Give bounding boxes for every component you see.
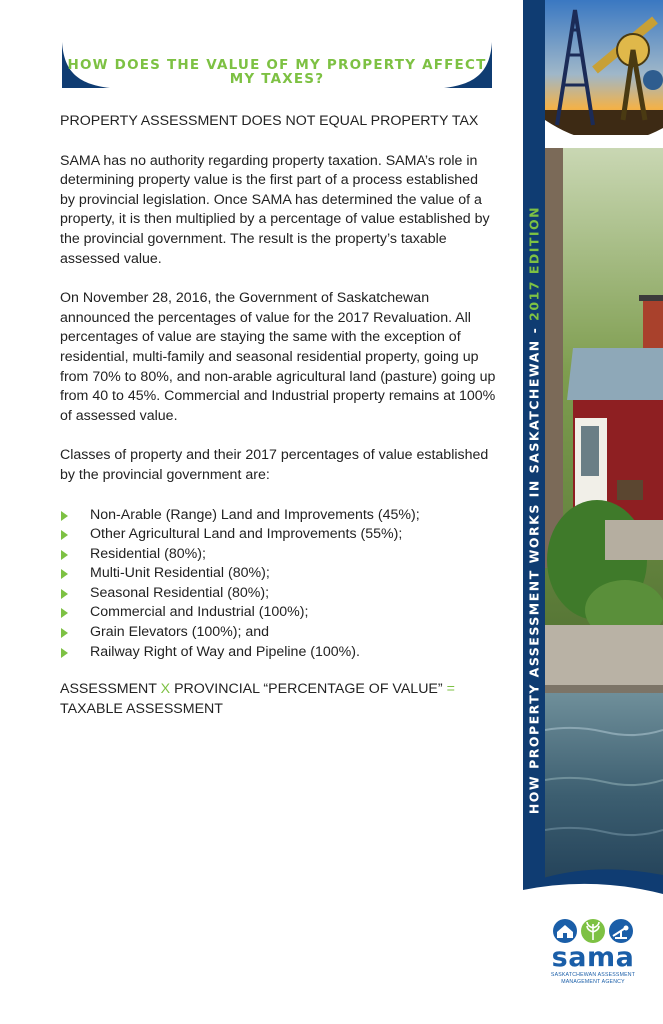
bullet-arrow-icon <box>61 569 68 579</box>
list-item-text: Seasonal Residential (80%); <box>90 584 270 601</box>
list-item <box>60 545 496 565</box>
paragraph-classes-intro: Classes of property and their 2017 percentages of value established by the provincial government are: <box>60 447 489 483</box>
list-item <box>60 525 496 545</box>
list-item <box>60 643 496 663</box>
logo-agency-name <box>548 972 638 986</box>
formula-assessment: ASSESSMENT <box>60 681 161 698</box>
formula-result: TAXABLE ASSESSMENT <box>60 700 223 717</box>
formula <box>60 680 496 719</box>
formula-times-sign: X <box>160 681 171 698</box>
bullet-arrow-icon <box>61 589 68 599</box>
formula-percentage: PROVINCIAL “PERCENTAGE OF VALUE” <box>170 681 447 698</box>
bottom-wave <box>523 880 663 910</box>
list-item-text: Multi-Unit Residential (80%); <box>90 565 270 582</box>
main-content <box>60 112 496 719</box>
agency-line-2: MANAGEMENT AGENCY <box>561 979 625 985</box>
list-item <box>60 564 496 584</box>
list-item <box>60 603 496 623</box>
list-item-text: Railway Right of Way and Pipeline (100%). <box>90 643 360 660</box>
bullet-arrow-icon <box>61 648 68 658</box>
list-item <box>60 506 496 526</box>
paragraph-revaluation: On November 28, 2016, the Government of Saskatchewan announced the percentages of value for the 2017 Revaluation. All percentages of value are staying the same with the exception of residential, multi-family and seasonal residential property, going up from 70% to 80%, and non-arable agricultural land (pasture) going up from 40 to 45%. Commercial and Industrial property remains at 100% of assessed value. <box>60 290 496 424</box>
formula-equals-sign: = <box>446 681 455 698</box>
logo-icons <box>551 918 635 944</box>
list-item-text: Non-Arable (Range) Land and Improvements (45%); <box>90 506 420 523</box>
sama-logo <box>548 918 638 998</box>
paragraph-authority: SAMA has no authority regarding property taxation. SAMA’s role in determining property value is the first part of a process established by provincial legislation. Once SAMA has determined the value of a property, it is then multiplied by a percentage of value established by the provincial government. The result is the property’s taxable assessed value. <box>60 152 490 267</box>
bullet-arrow-icon <box>61 628 68 638</box>
section-heading: PROPERTY ASSESSMENT DOES NOT EQUAL PROPERTY TAX <box>60 113 479 129</box>
bullet-arrow-icon <box>61 550 68 560</box>
title-banner <box>62 42 492 88</box>
list-item-text: Other Agricultural Land and Improvements (55%); <box>90 526 403 543</box>
agency-line-1: SASKATCHEWAN ASSESSMENT <box>550 972 636 978</box>
logo-wordmark: sama <box>551 942 635 973</box>
page-title: HOW DOES THE VALUE OF MY PROPERTY AFFECT MY TAXES? <box>67 57 487 87</box>
list-item-text: Grain Elevators (100%); and <box>90 624 270 641</box>
bullet-arrow-icon <box>61 530 68 540</box>
edition-label: 2017 EDITION <box>526 205 542 321</box>
bullet-arrow-icon <box>61 511 68 521</box>
side-photo-collage <box>545 0 663 900</box>
vertical-side-title <box>523 180 545 840</box>
list-item-text: Residential (80%); <box>90 545 206 562</box>
property-classes-list <box>60 506 496 663</box>
vertical-title-text: HOW PROPERTY ASSESSMENT WORKS IN SASKATCHEWAN - <box>526 320 542 815</box>
list-item <box>60 584 496 604</box>
bullet-arrow-icon <box>61 608 68 618</box>
list-item <box>60 623 496 643</box>
list-item-text: Commercial and Industrial (100%); <box>90 604 309 621</box>
